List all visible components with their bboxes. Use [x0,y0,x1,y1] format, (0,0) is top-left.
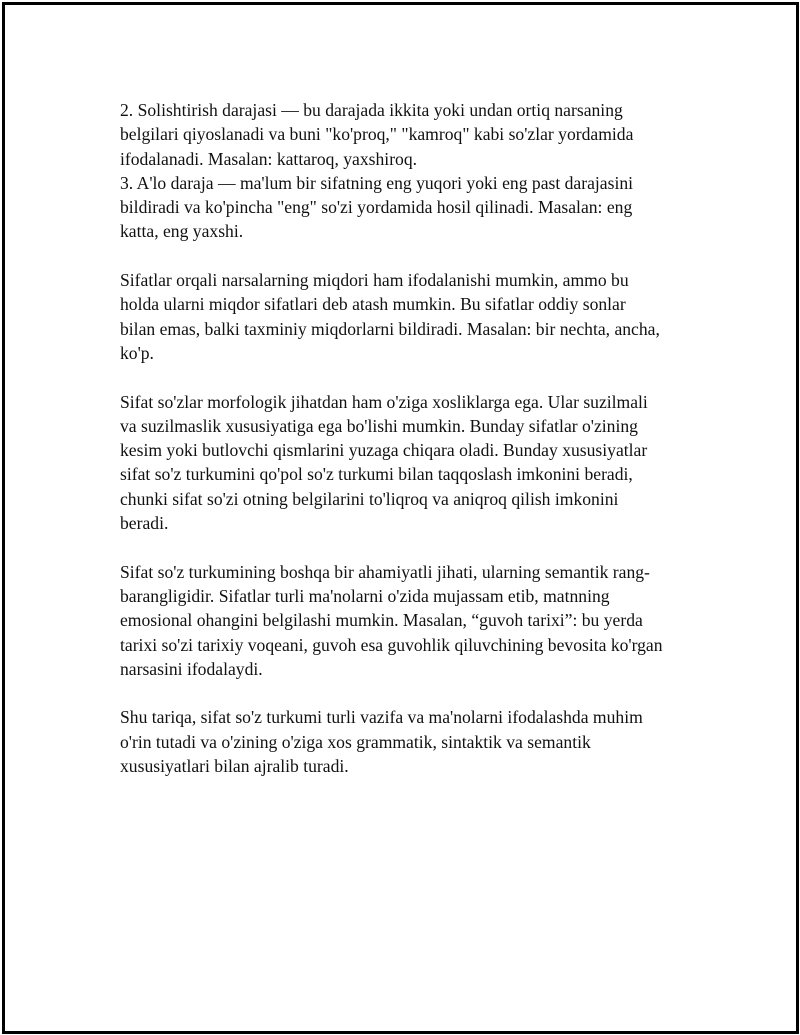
text-line: barangligidir. Sifatlar turli ma'nolarni o'zida mujassam etib, matnning [120,585,610,606]
text-line: 2. Solishtirish darajasi — bu darajada ikkita yoki undan ortiq narsaning [120,100,623,120]
text-line: bilan emas, balki taxminiy miqdorlarni bildiradi. Masalan: bir nechta, ancha, [120,318,660,339]
text-line: Sifat so'z turkumining boshqa bir ahamiyatli jihati, ularning semantik rang- [120,561,650,582]
text-line: va suzilmaslik xususiyatiga ega bo'lishi mumkin. Bunday sifatlar o'zining [120,415,638,436]
text-line: sifat so'z turkumini qo'pol so'z turkumi bilan taqqoslash imkonini beradi, [120,464,633,485]
text-line: Sifatlar orqali narsalarning miqdori ham ifodalanishi mumkin, ammo bu [120,270,629,291]
paragraph-degrees [120,98,695,244]
text-line: Sifat so'zlar morfologik jihatdan ham o'ziga xosliklarga ega. Ular suzilmali [120,391,648,412]
text-line: bildiradi va ko'pincha "eng" so'zi yordamida hosil qilinadi. Masalan: eng [120,197,633,218]
text-line: narsasini ifodalaydi. [120,658,263,679]
text-line: holda ularni miqdor sifatlari deb atash mumkin. Bu sifatlar oddiy sonlar [120,294,626,315]
document-body [120,98,695,803]
text-line: tarixi so'zi tarixiy voqeani, guvoh esa guvohlik qiluvchining bevosita ko'rgan [120,634,663,655]
text-line: o'rin tutadi va o'zining o'ziga xos grammatik, sintaktik va semantik [120,731,591,752]
text-line: ko'p. [120,342,154,363]
text-line: ifodalanadi. Masalan: kattaroq, yaxshiroq. [120,148,418,169]
paragraph-quantity-adjectives [120,268,695,365]
paragraph-conclusion [120,705,695,778]
text-line: chunki sifat so'zi otning belgilarini to'liqroq va aniqroq qilish imkonini [120,488,619,509]
paragraph-semantics [120,560,695,681]
text-line: emosional ohangini belgilashi mumkin. Masalan, “guvoh tarixi”: bu yerda [120,610,643,631]
text-line: beradi. [120,513,169,534]
text-line: xususiyatlari bilan ajralib turadi. [120,756,349,777]
text-line: belgilari qiyoslanadi va buni "ko'proq," "kamroq" kabi so'zlar yordamida [120,124,634,145]
text-line: katta, eng yaxshi. [120,221,244,242]
paragraph-morphology [120,390,695,536]
text-line: 3. A'lo daraja — ma'lum bir sifatning eng yuqori yoki eng past darajasini [120,172,634,193]
text-line: kesim yoki butlovchi qismlarini yuzaga chiqara oladi. Bunday xususiyatlar [120,440,648,461]
page-frame [2,2,799,1034]
text-line: Shu tariqa, sifat so'z turkumi turli vazifa va ma'nolarni ifodalashda muhim [120,707,643,728]
